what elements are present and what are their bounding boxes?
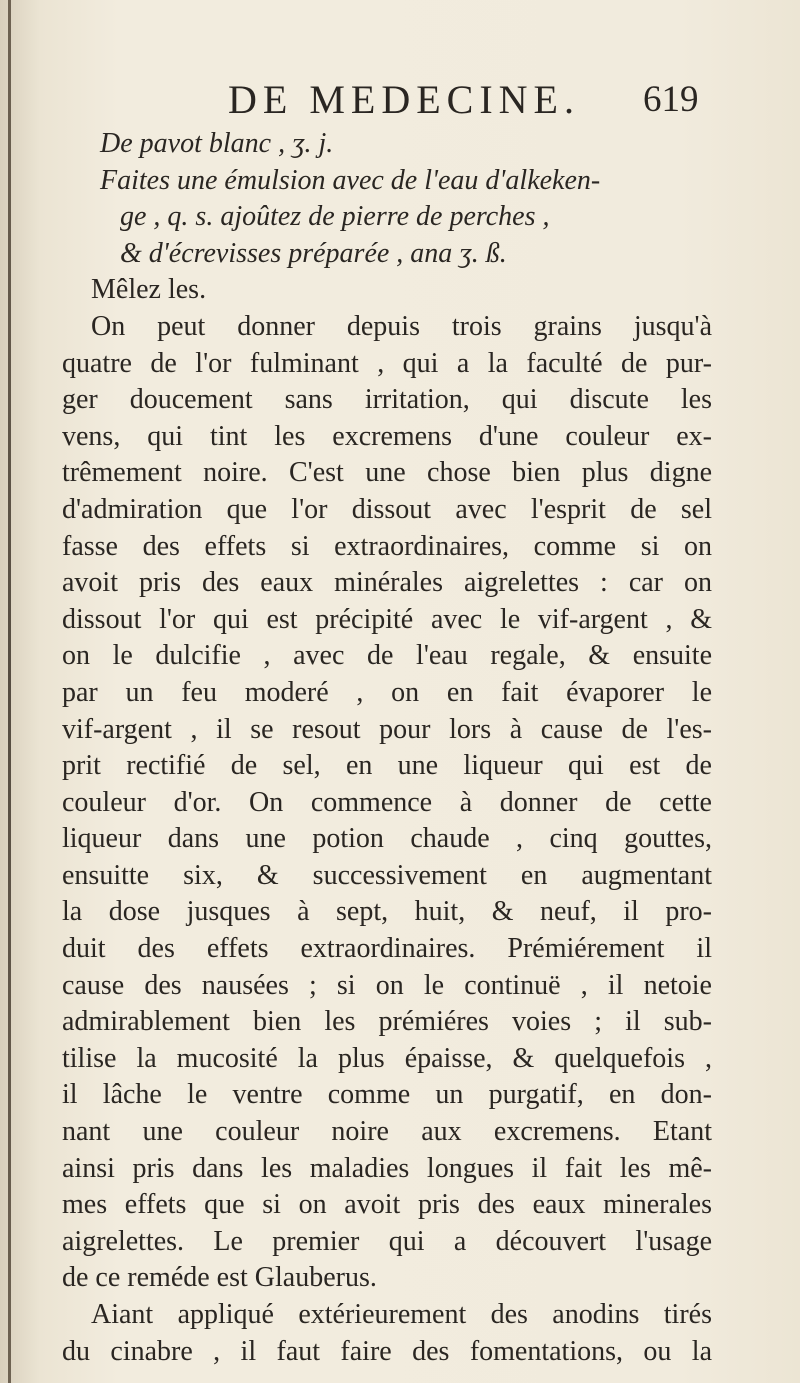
text-line: duit des effets extraordinaires. Prémiérement il bbox=[62, 933, 712, 965]
text-line: d'admiration que l'or dissout avec l'esprit de sel bbox=[62, 493, 712, 525]
text-line: couleur d'or. On commence à donner de cette bbox=[62, 786, 712, 818]
text-line: il lâche le ventre comme un purgatif, en don- bbox=[62, 1079, 712, 1111]
text-line: admirablement bien les prémiéres voies ; il sub- bbox=[62, 1006, 712, 1038]
text-line: On peut donner depuis trois grains jusqu'à bbox=[91, 310, 712, 342]
text-line: du cinabre , il faut faire des fomentations, ou la bbox=[62, 1335, 712, 1367]
running-title: DE MEDECINE. bbox=[228, 77, 580, 122]
binding-gutter bbox=[8, 0, 11, 1383]
text-line: aigrelettes. Le premier qui a découvert l'usage bbox=[62, 1225, 712, 1257]
text-line: & d'écrevisses préparée , ana ʒ. ß. bbox=[120, 237, 507, 269]
text-line: Faites une émulsion avec de l'eau d'alkeken- bbox=[100, 164, 601, 196]
text-line: on le dulcifie , avec de l'eau regale, & ensuite bbox=[62, 640, 712, 672]
text-line: de ce reméde est Glauberus. bbox=[62, 1262, 377, 1294]
text-line: avoit pris des eaux minérales aigrelettes : car on bbox=[62, 567, 712, 599]
page-header bbox=[0, 76, 800, 124]
body-text bbox=[62, 126, 712, 1370]
text-line: ensuitte six, & successivement en augmentant bbox=[62, 859, 712, 891]
text-line: mes effets que si on avoit pris des eaux minerales bbox=[62, 1189, 712, 1221]
text-line: ge , q. s. ajoûtez de pierre de perches , bbox=[120, 201, 550, 233]
text-line: dissout l'or qui est précipité avec le vif-argent , & bbox=[62, 603, 712, 635]
text-line: la dose jusques à sept, huit, & neuf, il pro- bbox=[62, 896, 712, 928]
text-line: quatre de l'or fulminant , qui a la faculté de pur- bbox=[62, 347, 712, 379]
text-line: Mêlez les. bbox=[91, 274, 207, 306]
text-line: par un feu moderé , on en fait évaporer le bbox=[62, 676, 712, 708]
text-line: prit rectifié de sel, en une liqueur qui est de bbox=[62, 750, 712, 782]
text-line: trêmement noire. C'est une chose bien plus digne bbox=[62, 457, 712, 489]
text-line: liqueur dans une potion chaude , cinq gouttes, bbox=[62, 823, 712, 855]
text-line: ger doucement sans irritation, qui discute les bbox=[62, 384, 712, 416]
text-line: tilise la mucosité la plus épaisse, & quelquefois , bbox=[62, 1042, 712, 1074]
page-number: 619 bbox=[643, 79, 699, 120]
text-line: Aiant appliqué extérieurement des anodins tirés bbox=[91, 1299, 712, 1330]
text-line: ainsi pris dans les maladies longues il fait les mê- bbox=[62, 1152, 712, 1184]
text-line: cause des nausées ; si on le continuë , il netoie bbox=[62, 969, 712, 1001]
text-line: nant une couleur noire aux excremens. Etant bbox=[62, 1116, 712, 1148]
text-line: vif-argent , il se resout pour lors à cause de l'es- bbox=[62, 713, 712, 745]
text-line: vens, qui tint les excremens d'une couleur ex- bbox=[62, 420, 712, 452]
text-line: fasse des effets si extraordinaires, comme si on bbox=[62, 530, 712, 562]
text-line: De pavot blanc , ʒ. j. bbox=[100, 128, 334, 159]
